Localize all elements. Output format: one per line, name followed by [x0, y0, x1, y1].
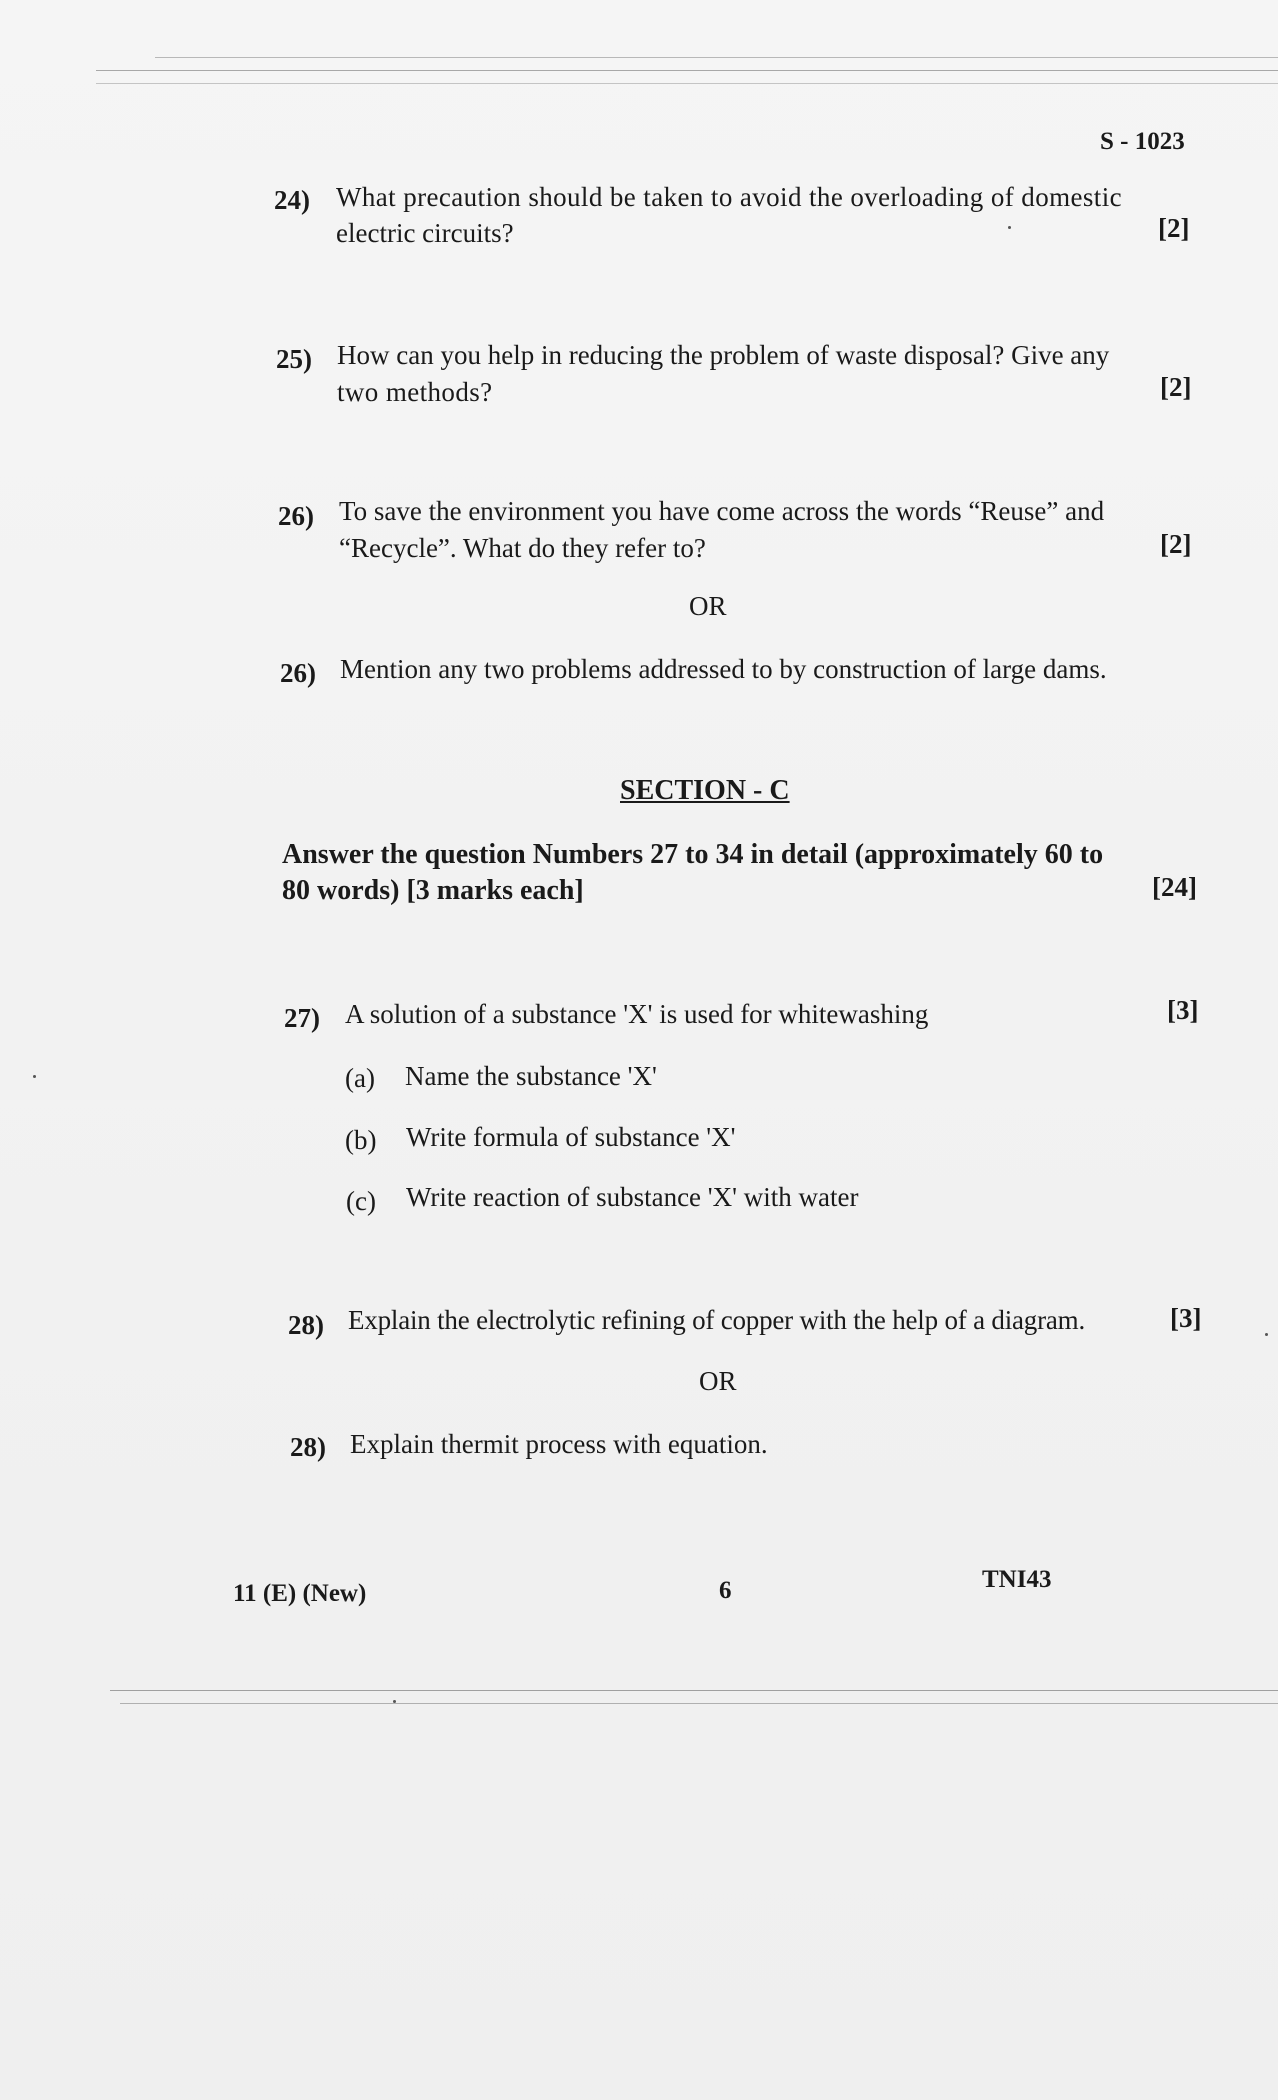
question-marks: [3]	[1170, 1303, 1202, 1333]
section-instructions: Answer the question Numbers 27 to 34 in detail (approximately 60 to	[282, 839, 1104, 870]
scan-speck	[33, 1075, 36, 1078]
question-text: What precaution should be taken to avoid the overloading of domestic	[336, 182, 1122, 212]
footer-ref: TNI43	[982, 1566, 1052, 1593]
question-number: 26)	[280, 658, 316, 688]
question-text: two methods?	[337, 377, 493, 407]
or-separator: OR	[699, 1366, 737, 1396]
section-instructions: 80 words) [3 marks each]	[282, 875, 584, 906]
question-number: 26)	[278, 501, 314, 531]
subpart-text: Write reaction of substance 'X' with water	[406, 1182, 859, 1212]
question-text: How can you help in reducing the problem of waste disposal? Give any	[337, 340, 1110, 370]
section-title: SECTION - C	[620, 775, 790, 806]
question-text: A solution of a substance 'X' is used for whitewashing	[345, 999, 929, 1029]
subpart-label: (b)	[345, 1125, 377, 1155]
footer-code: 11 (E) (New)	[233, 1580, 367, 1607]
page-number: 6	[719, 1577, 732, 1604]
subpart-label: (c)	[346, 1186, 376, 1216]
question-marks: [2]	[1158, 213, 1190, 243]
question-text: To save the environment you have come across the words “Reuse” and	[339, 496, 1105, 526]
question-text: Explain thermit process with equation.	[350, 1429, 768, 1459]
question-text: electric circuits?	[336, 218, 514, 248]
page-edge-line	[155, 57, 1278, 58]
page-edge-line	[110, 1690, 1278, 1691]
subpart-text: Name the substance 'X'	[405, 1061, 657, 1091]
or-separator: OR	[689, 591, 727, 621]
question-number: 24)	[274, 185, 310, 215]
page-edge-line	[96, 83, 1278, 84]
question-number: 28)	[288, 1310, 324, 1340]
scan-speck	[393, 1700, 396, 1703]
question-marks: [3]	[1167, 995, 1199, 1025]
page-edge-line	[120, 1703, 1278, 1704]
scan-speck	[1265, 1333, 1268, 1336]
subpart-text: Write formula of substance 'X'	[406, 1122, 736, 1152]
question-text: Mention any two problems addressed to by construction of large dams.	[340, 654, 1107, 684]
section-total-marks: [24]	[1152, 872, 1197, 902]
question-marks: [2]	[1160, 372, 1192, 402]
question-marks: [2]	[1160, 529, 1192, 559]
page-edge-line	[96, 70, 1278, 71]
question-number: 25)	[276, 344, 312, 374]
question-number: 27)	[284, 1003, 320, 1033]
subpart-label: (a)	[345, 1063, 375, 1093]
question-text: Explain the electrolytic refining of copper with the help of a diagram.	[348, 1305, 1086, 1335]
question-number: 28)	[290, 1432, 326, 1462]
paper-code: S - 1023	[1100, 128, 1185, 155]
question-text: “Recycle”. What do they refer to?	[339, 533, 706, 563]
scan-speck	[1008, 226, 1011, 229]
